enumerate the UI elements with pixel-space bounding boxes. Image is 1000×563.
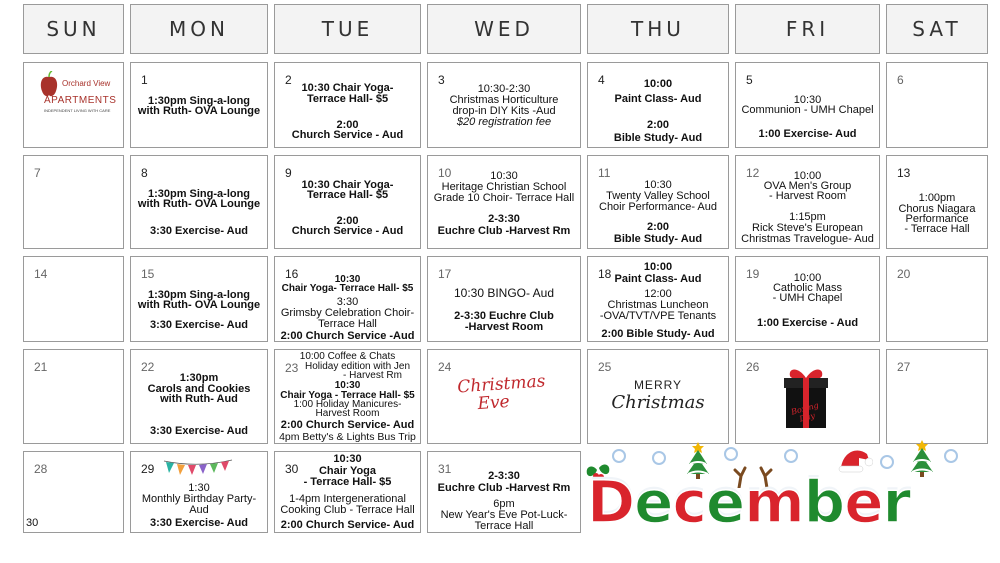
event-text: 10:30	[334, 274, 361, 285]
event-text: Choir Performance- Aud	[599, 201, 717, 213]
december-title	[587, 468, 911, 536]
day-cell-logo	[23, 62, 124, 148]
event-text: Performance	[905, 213, 969, 225]
day-cell-29[interactable]	[130, 451, 268, 533]
day-cell-15[interactable]	[130, 256, 268, 342]
event-text: 10:00	[643, 78, 673, 90]
day-number: 4	[598, 73, 605, 87]
event-text: - Harvest Rm	[343, 370, 402, 381]
day-number: 5	[746, 73, 753, 87]
day-number: 31	[438, 462, 452, 476]
event-text: Cooking Club - Terrace Hall	[280, 504, 415, 516]
event-text: 1:00 Exercise- Aud	[758, 128, 857, 140]
event-text: Harvest Room	[315, 408, 380, 419]
header-mon: MON	[130, 4, 268, 54]
event-text: Chair Yoga- Terrace Hall- $5	[281, 283, 414, 294]
event-text: 1:30pm	[179, 372, 219, 384]
event-text: 1:30pm Sing-a-long	[147, 95, 251, 107]
event-text: $20 registration fee	[456, 116, 552, 128]
day-number: 30	[285, 462, 299, 476]
bunting-icon	[163, 458, 233, 476]
event-text: - Terrace Hall	[904, 223, 970, 235]
event-text: 1:30pm Sing-a-long	[147, 188, 251, 200]
event-text: 3:30 Exercise- Aud	[149, 319, 249, 331]
event-text: 1-4pm Intergenerational	[289, 493, 406, 505]
event-text: 2:00 Church Service- Aud	[280, 419, 415, 431]
day-cell-8[interactable]	[130, 155, 268, 249]
event-text: 1:00 Holiday Manicures-	[293, 399, 402, 410]
event-text: - UMH Chapel	[772, 292, 843, 304]
event-text: Heritage Christian School	[441, 181, 567, 193]
day-cell-10[interactable]	[427, 155, 581, 249]
event-text: Rick Steve's European	[752, 222, 863, 234]
banner-letter: c	[672, 468, 706, 536]
day-number: 9	[285, 166, 292, 180]
day-number: 20	[897, 267, 911, 281]
day-cell-28[interactable]	[23, 451, 124, 533]
day-cell-5[interactable]	[735, 62, 880, 148]
day-cell-30[interactable]	[274, 451, 421, 533]
event-text: 4pm Betty's & Lights Bus Trip	[279, 431, 416, 443]
event-text: 10:00	[643, 261, 673, 273]
event-text: Christmas Luncheon	[607, 299, 709, 311]
event-text: Paint Class- Aud	[614, 273, 702, 285]
event-text: 10:30-2:30	[477, 83, 531, 95]
merry-text: MERRY	[633, 378, 683, 392]
event-text: 2:00	[336, 119, 359, 131]
event-text: 2-3:30	[488, 470, 520, 482]
day-number: 27	[897, 360, 911, 374]
event-text: Terrace Hall- $5	[306, 93, 389, 105]
header-wed: WED	[427, 4, 581, 54]
event-text: 2-3:30	[488, 213, 520, 225]
day-number: 26	[746, 360, 760, 374]
day-number: 3	[438, 73, 445, 87]
event-text: Christmas Travelogue- Aud	[741, 233, 874, 245]
day-number: 7	[34, 166, 41, 180]
day-cell-12[interactable]	[735, 155, 880, 249]
event-text: 3:30	[336, 296, 359, 308]
logo-line2: APARTMENTS	[44, 95, 117, 106]
day-number: 13	[897, 166, 911, 180]
event-text: Terrace Hall	[474, 520, 534, 532]
day-number: 12	[746, 166, 760, 180]
day-number: 14	[34, 267, 48, 281]
day-cell-20[interactable]	[886, 256, 988, 342]
day-number: 11	[598, 166, 611, 180]
event-text: with Ruth- OVA Lounge	[137, 105, 261, 117]
event-text: Euchre Club -Harvest Rm	[437, 482, 571, 494]
logo-line3: INDEPENDENT LIVING WITH CARE	[44, 108, 111, 113]
event-text: 12:00	[644, 288, 672, 300]
day-cell-22[interactable]	[130, 349, 268, 444]
event-text: 2:00	[646, 119, 670, 131]
event-text: 3:30 Exercise- Aud	[149, 517, 249, 529]
day-cell-19[interactable]	[735, 256, 880, 342]
banner-letter: m	[744, 468, 804, 536]
event-text: New Year's Eve Pot-Luck-	[440, 509, 568, 521]
day-number: 8	[141, 166, 148, 180]
day-number: 28	[34, 462, 48, 476]
day-number-extra: 30	[26, 517, 39, 529]
header-sun: SUN	[23, 4, 124, 54]
banner-letter: e	[844, 468, 883, 536]
event-text: Chair Yoga	[318, 465, 377, 477]
day-cell-27[interactable]	[886, 349, 988, 444]
boxing-day-text: Boxing Day	[790, 400, 820, 424]
day-number: 24	[438, 360, 452, 374]
day-cell-7[interactable]	[23, 155, 124, 249]
day-number: 19	[746, 267, 760, 281]
day-cell-21[interactable]	[23, 349, 124, 444]
day-number: 16	[285, 267, 299, 281]
header-thu: THU	[587, 4, 729, 54]
event-text: 6pm	[493, 498, 515, 510]
day-number: 10	[438, 166, 452, 180]
event-text: 10:00	[793, 272, 822, 284]
event-text: Christmas Horticulture	[449, 94, 559, 106]
christmas-script-text: Christmas	[611, 392, 705, 413]
event-text: OVA Men's Group	[763, 180, 852, 192]
day-cell-4[interactable]	[587, 62, 729, 148]
event-text: -OVA/TVT/VPE Tenants	[599, 310, 717, 322]
event-text: 10:30	[333, 453, 362, 465]
banner-letter: b	[803, 468, 845, 536]
day-number: 6	[897, 73, 904, 87]
december-banner	[583, 438, 993, 538]
banner-letter: e	[705, 468, 745, 536]
event-text: with Ruth- OVA Lounge	[137, 299, 261, 311]
event-text: Holiday edition with Jen	[304, 361, 411, 372]
christmas-eve-art: Christmas Eve	[456, 371, 547, 415]
event-text: Communion - UMH Chapel	[741, 104, 874, 116]
event-text: 1:15pm	[789, 211, 826, 223]
event-text: 1:30pm Sing-a-long	[147, 289, 251, 301]
header-tue: TUE	[274, 4, 421, 54]
event-text: Church Service - Aud	[291, 129, 404, 141]
event-text: 10:00 Coffee & Chats	[299, 351, 396, 362]
day-cell-1[interactable]	[130, 62, 268, 148]
event-text: 10:30	[334, 380, 361, 391]
event-text: 2:00 Church Service- Aud	[280, 519, 415, 531]
event-text: Church Service - Aud	[291, 225, 404, 237]
event-text: with Ruth- Aud	[160, 393, 238, 405]
event-text: 1:30	[188, 482, 210, 494]
day-cell-6[interactable]	[886, 62, 988, 148]
event-text: Aud	[189, 504, 209, 516]
event-text: 2:00 Church Service -Aud	[280, 330, 415, 342]
event-text: 10:30	[490, 170, 518, 182]
event-text: Terrace Hall	[318, 318, 377, 330]
event-text: 3:30 Exercise- Aud	[149, 425, 249, 437]
day-number: 25	[598, 360, 612, 374]
event-text: Chorus Niagara	[898, 203, 976, 215]
day-cell-26[interactable]	[735, 349, 880, 444]
day-cell-13[interactable]	[886, 155, 988, 249]
event-text: 1:00 Exercise - Aud	[756, 317, 859, 329]
banner-letter: e	[634, 468, 673, 536]
day-number: 17	[438, 267, 452, 281]
event-text: drop-in DIY Kits -Aud	[452, 105, 556, 117]
day-number: 15	[141, 267, 155, 281]
event-text: Chair Yoga - Terrace Hall- $5	[280, 390, 415, 401]
event-text: Bible Study- Aud	[613, 132, 703, 144]
logo-line1: Orchard View	[62, 79, 111, 88]
day-cell-2[interactable]	[274, 62, 421, 148]
day-cell-25[interactable]	[587, 349, 729, 444]
event-text: 10:00	[793, 170, 822, 182]
day-cell-24[interactable]	[427, 349, 581, 444]
banner-letter: D	[587, 468, 635, 536]
day-cell-11[interactable]	[587, 155, 729, 249]
event-text: 1:00pm	[918, 192, 956, 204]
event-text: 3:30 Exercise- Aud	[149, 225, 249, 237]
day-cell-14[interactable]	[23, 256, 124, 342]
day-number: 18	[598, 267, 612, 281]
day-cell-18[interactable]	[587, 256, 729, 342]
day-number: 29	[141, 462, 155, 476]
event-text: Catholic Mass	[772, 282, 843, 294]
event-text: 10:30 Chair Yoga-	[301, 179, 394, 191]
header-fri: FRI	[735, 4, 880, 54]
event-text: Grimsby Celebration Choir-	[280, 307, 415, 319]
event-text: Euchre Club -Harvest Rm	[437, 225, 571, 237]
event-text: - Terrace Hall- $5	[303, 476, 392, 488]
day-cell-16[interactable]	[274, 256, 421, 342]
event-text: 10:30	[793, 94, 822, 106]
event-text: Twenty Valley School	[606, 190, 710, 202]
event-text: Paint Class- Aud	[614, 93, 702, 105]
event-text: with Ruth- OVA Lounge	[137, 198, 261, 210]
day-number: 2	[285, 73, 292, 87]
day-number: 21	[34, 360, 48, 374]
event-text: 2:00 Bible Study- Aud	[601, 328, 715, 340]
event-text: Bible Study- Aud	[613, 233, 703, 245]
day-cell-3[interactable]	[427, 62, 581, 148]
event-text: 10:30 Chair Yoga-	[301, 82, 394, 94]
event-text: 2-3:30 Euchre Club	[454, 310, 554, 322]
event-text: Carols and Cookies	[147, 383, 251, 395]
event-text: 10:30	[644, 179, 672, 191]
day-number: 1	[141, 73, 148, 87]
event-text: -Harvest Room	[464, 321, 544, 333]
event-text: - Harvest Room	[768, 190, 847, 202]
event-text: 2:00	[646, 221, 670, 233]
day-cell-23[interactable]	[274, 349, 421, 444]
header-sat: SAT	[886, 4, 988, 54]
event-text: Grade 10 Choir- Terrace Hall	[433, 192, 575, 204]
day-number: 23	[285, 361, 299, 375]
day-cell-9[interactable]	[274, 155, 421, 249]
day-cell-17[interactable]	[427, 256, 581, 342]
event-text: 2:00	[336, 215, 359, 227]
day-cell-31[interactable]	[427, 451, 581, 533]
banner-letter: r	[882, 468, 911, 536]
event-text: Terrace Hall- $5	[306, 189, 389, 201]
event-text: Monthly Birthday Party-	[141, 493, 257, 505]
day-number: 22	[141, 360, 155, 374]
event-text: 10:30 BINGO- Aud	[453, 286, 555, 300]
